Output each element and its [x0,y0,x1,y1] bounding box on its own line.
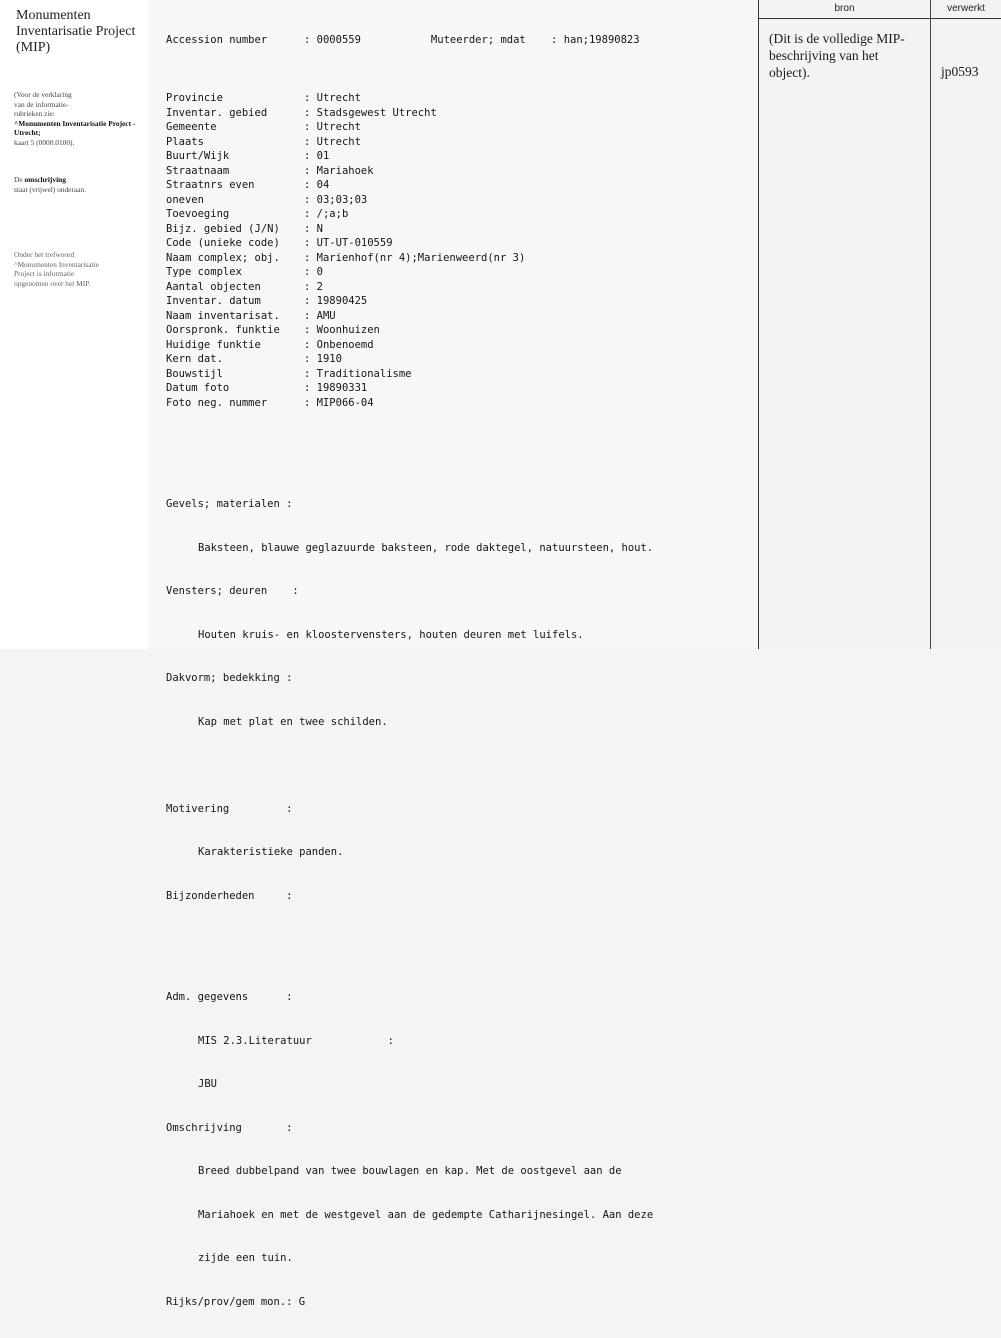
record-field: Code (unieke code) : UT-UT-010559 [166,237,393,249]
adm-sub-value: JBU [198,1078,217,1090]
field-value: 2 [316,280,323,293]
note3-line: Project is informatie [14,269,75,279]
note1-tail: kaart 5 (0000.0100). [14,137,75,147]
field-label: Straatnrs even [166,179,255,191]
gevels-label: Gevels; materialen : [166,498,293,510]
record-header-line: Accession number : 0000559 Muteerder; mdat : han;19890823 [166,34,640,46]
record-field: Buurt/Wijk : 01 [166,150,330,162]
motivering-label: Motivering : [166,802,293,815]
dakvorm-value: Kap met plat en twee schilden. [198,715,388,728]
mip-title: Monumenten Inventarisatie Project (MIP) [16,8,136,55]
record-field: Bouwstijl : Traditionalisme [166,367,412,380]
bron-text: (Dit is de volledige MIP-beschrijving van het object). [769,31,905,80]
field-value: Marienhof(nr 4);Marienweerd(nr 3) [316,251,526,264]
field-value: 0000559 [316,34,361,46]
vensters-label: Vensters; deuren : [166,585,299,597]
record-field: oneven : 03;03;03 [166,193,368,206]
field-value: Utrecht [316,92,361,104]
note1-line: rubrieken zie: [14,109,55,119]
bijzonderheden-label: Bijzonderheden : [166,889,293,902]
field-label: Kern dat. [166,353,223,365]
note3-line: ^Monumenten Inventarisatie [14,259,99,269]
note-trefwoord [14,250,144,288]
field-value: Woonhuizen [316,324,380,336]
field-label: Provincie [166,92,223,104]
dakvorm-label: Dakvorm; bedekking : [166,672,293,684]
omschrijving-label: Omschrijving : [166,1121,293,1134]
field-label: Bouwstijl [166,367,223,380]
field-label: Inventar. datum [166,295,261,307]
record-field: Gemeente : Utrecht [166,121,361,133]
record-field: Aantal objecten : 2 [166,280,323,293]
record-field: Huidige funktie : Onbenoemd [166,338,374,351]
field-label: Toevoeging [166,208,230,220]
record-field: Inventar. gebied : Stadsgewest Utrecht [166,106,437,119]
field-label: Type complex [166,266,242,278]
muteerder-label: Muteerder; mdat [430,34,526,46]
field-label: Datum foto [166,382,230,394]
field-value: N [316,222,323,235]
adm-label: Adm. gegevens : [166,991,293,1003]
note3-line: opgenomen over het MIP. [14,278,91,288]
omschrijving-line: Mariahoek en met de westgevel aan de gedempte Catharijnesingel. Aan deze [198,1208,654,1221]
rijks-value: G [298,1295,306,1308]
gevels-value: Baksteen, blauwe geglazuurde baksteen, rode daktegel, natuursteen, hout. [198,541,654,554]
note1-line: (Voor de verklaring [14,90,72,99]
field-value: Stadsgewest Utrecht [316,106,437,119]
field-label: Naam inventarisat. [166,309,280,322]
record-field: Toevoeging : /;a;b [166,208,349,220]
field-value: Utrecht [316,121,361,133]
field-label: Huidige funktie [166,338,261,351]
field-value: Traditionalisme [316,367,412,380]
note2-bold: omschrijving [24,175,66,184]
field-label: Code (unieke code) [166,237,280,249]
field-label: Foto neg. nummer [166,396,268,409]
record-sheet [148,0,758,1308]
field-label: Straatnaam [166,164,230,177]
record-body [166,4,756,1338]
motivering-value: Karakteristieke panden. [198,846,344,858]
field-value: Mariahoek [316,164,374,177]
record-field: Straatnaam : Mariahoek [166,164,374,177]
field-label: oneven [166,193,204,206]
field-value: 04 [316,179,330,191]
note3-line: Onder het trefwoord [14,250,75,259]
field-value: UT-UT-010559 [316,237,393,249]
field-value: 1910 [316,353,342,365]
record-field: Inventar. datum : 19890425 [166,295,368,307]
verwerkt-header: verwerkt [947,3,985,14]
omschrijving-line: zijde een tuin. [198,1252,293,1264]
note1-line: van de informatie- [14,99,69,109]
record-field: Straatnrs even : 04 [166,179,330,191]
adm-sub: MIS 2.3.Literatuur : [198,1034,394,1047]
record-field: Oorspronk. funktie : Woonhuizen [166,324,380,336]
left-margin [0,0,148,649]
record-field: Naam inventarisat. : AMU [166,309,336,322]
field-value: Utrecht [316,135,361,148]
column-divider [930,0,931,649]
muteerder-value: han;19890823 [563,34,640,46]
source-panel [758,0,1001,649]
record-field: Kern dat. : 1910 [166,353,342,365]
rijks-line [166,1295,756,1310]
source-panel-header [759,0,1001,19]
field-value: 19890425 [316,295,368,307]
record-field: Naam complex; obj. : Marienhof(nr 4);Marienweerd(nr 3) [166,251,526,264]
note2-tail: staat (vrijwel) onderaan. [14,184,87,194]
note-verklaring [14,90,144,148]
field-label: Inventar. gebied [166,106,268,119]
verwerkt-text: jp0593 [941,64,979,79]
bron-header: bron [834,3,855,14]
field-label: Oorspronk. funktie [166,324,280,336]
note2-pre: De [14,175,25,184]
record-field: Plaats : Utrecht [166,135,361,148]
field-label: Naam complex; obj. [166,251,280,264]
note1-bold: ^Monumenten Inventarisatie Project - Utrecht; [14,118,136,138]
field-label: Plaats [166,135,204,148]
record-field: Bijz. gebied (J/N) : N [166,222,323,235]
field-value: /;a;b [316,208,349,220]
note-omschrijving [14,175,144,194]
field-value: 0 [316,266,323,278]
field-label: Bijz. gebied (J/N) [166,222,280,235]
field-label: Buurt/Wijk [166,150,230,162]
field-value: 01 [316,150,330,162]
field-label: Accession number [166,34,268,46]
record-field: Type complex : 0 [166,266,323,278]
record-field: Provincie : Utrecht [166,92,361,104]
record-field: Datum foto : 19890331 [166,382,368,394]
rijks-label: Rijks/prov/gem mon.: [166,1295,293,1308]
field-value: MIP066-04 [316,396,374,409]
field-value: Onbenoemd [316,338,374,351]
field-label: Aantal objecten [166,280,261,293]
field-value: AMU [316,309,336,322]
record-field: Foto neg. nummer : MIP066-04 [166,396,374,409]
omschrijving-line: Breed dubbelpand van twee bouwlagen en kap. Met de oostgevel aan de [198,1165,622,1177]
field-value: 19890331 [316,382,368,394]
vensters-value: Houten kruis- en kloostervensters, houten deuren met luifels. [198,628,584,641]
field-list [166,91,756,410]
field-value: 03;03;03 [316,193,368,206]
field-label: Gemeente [166,121,217,133]
